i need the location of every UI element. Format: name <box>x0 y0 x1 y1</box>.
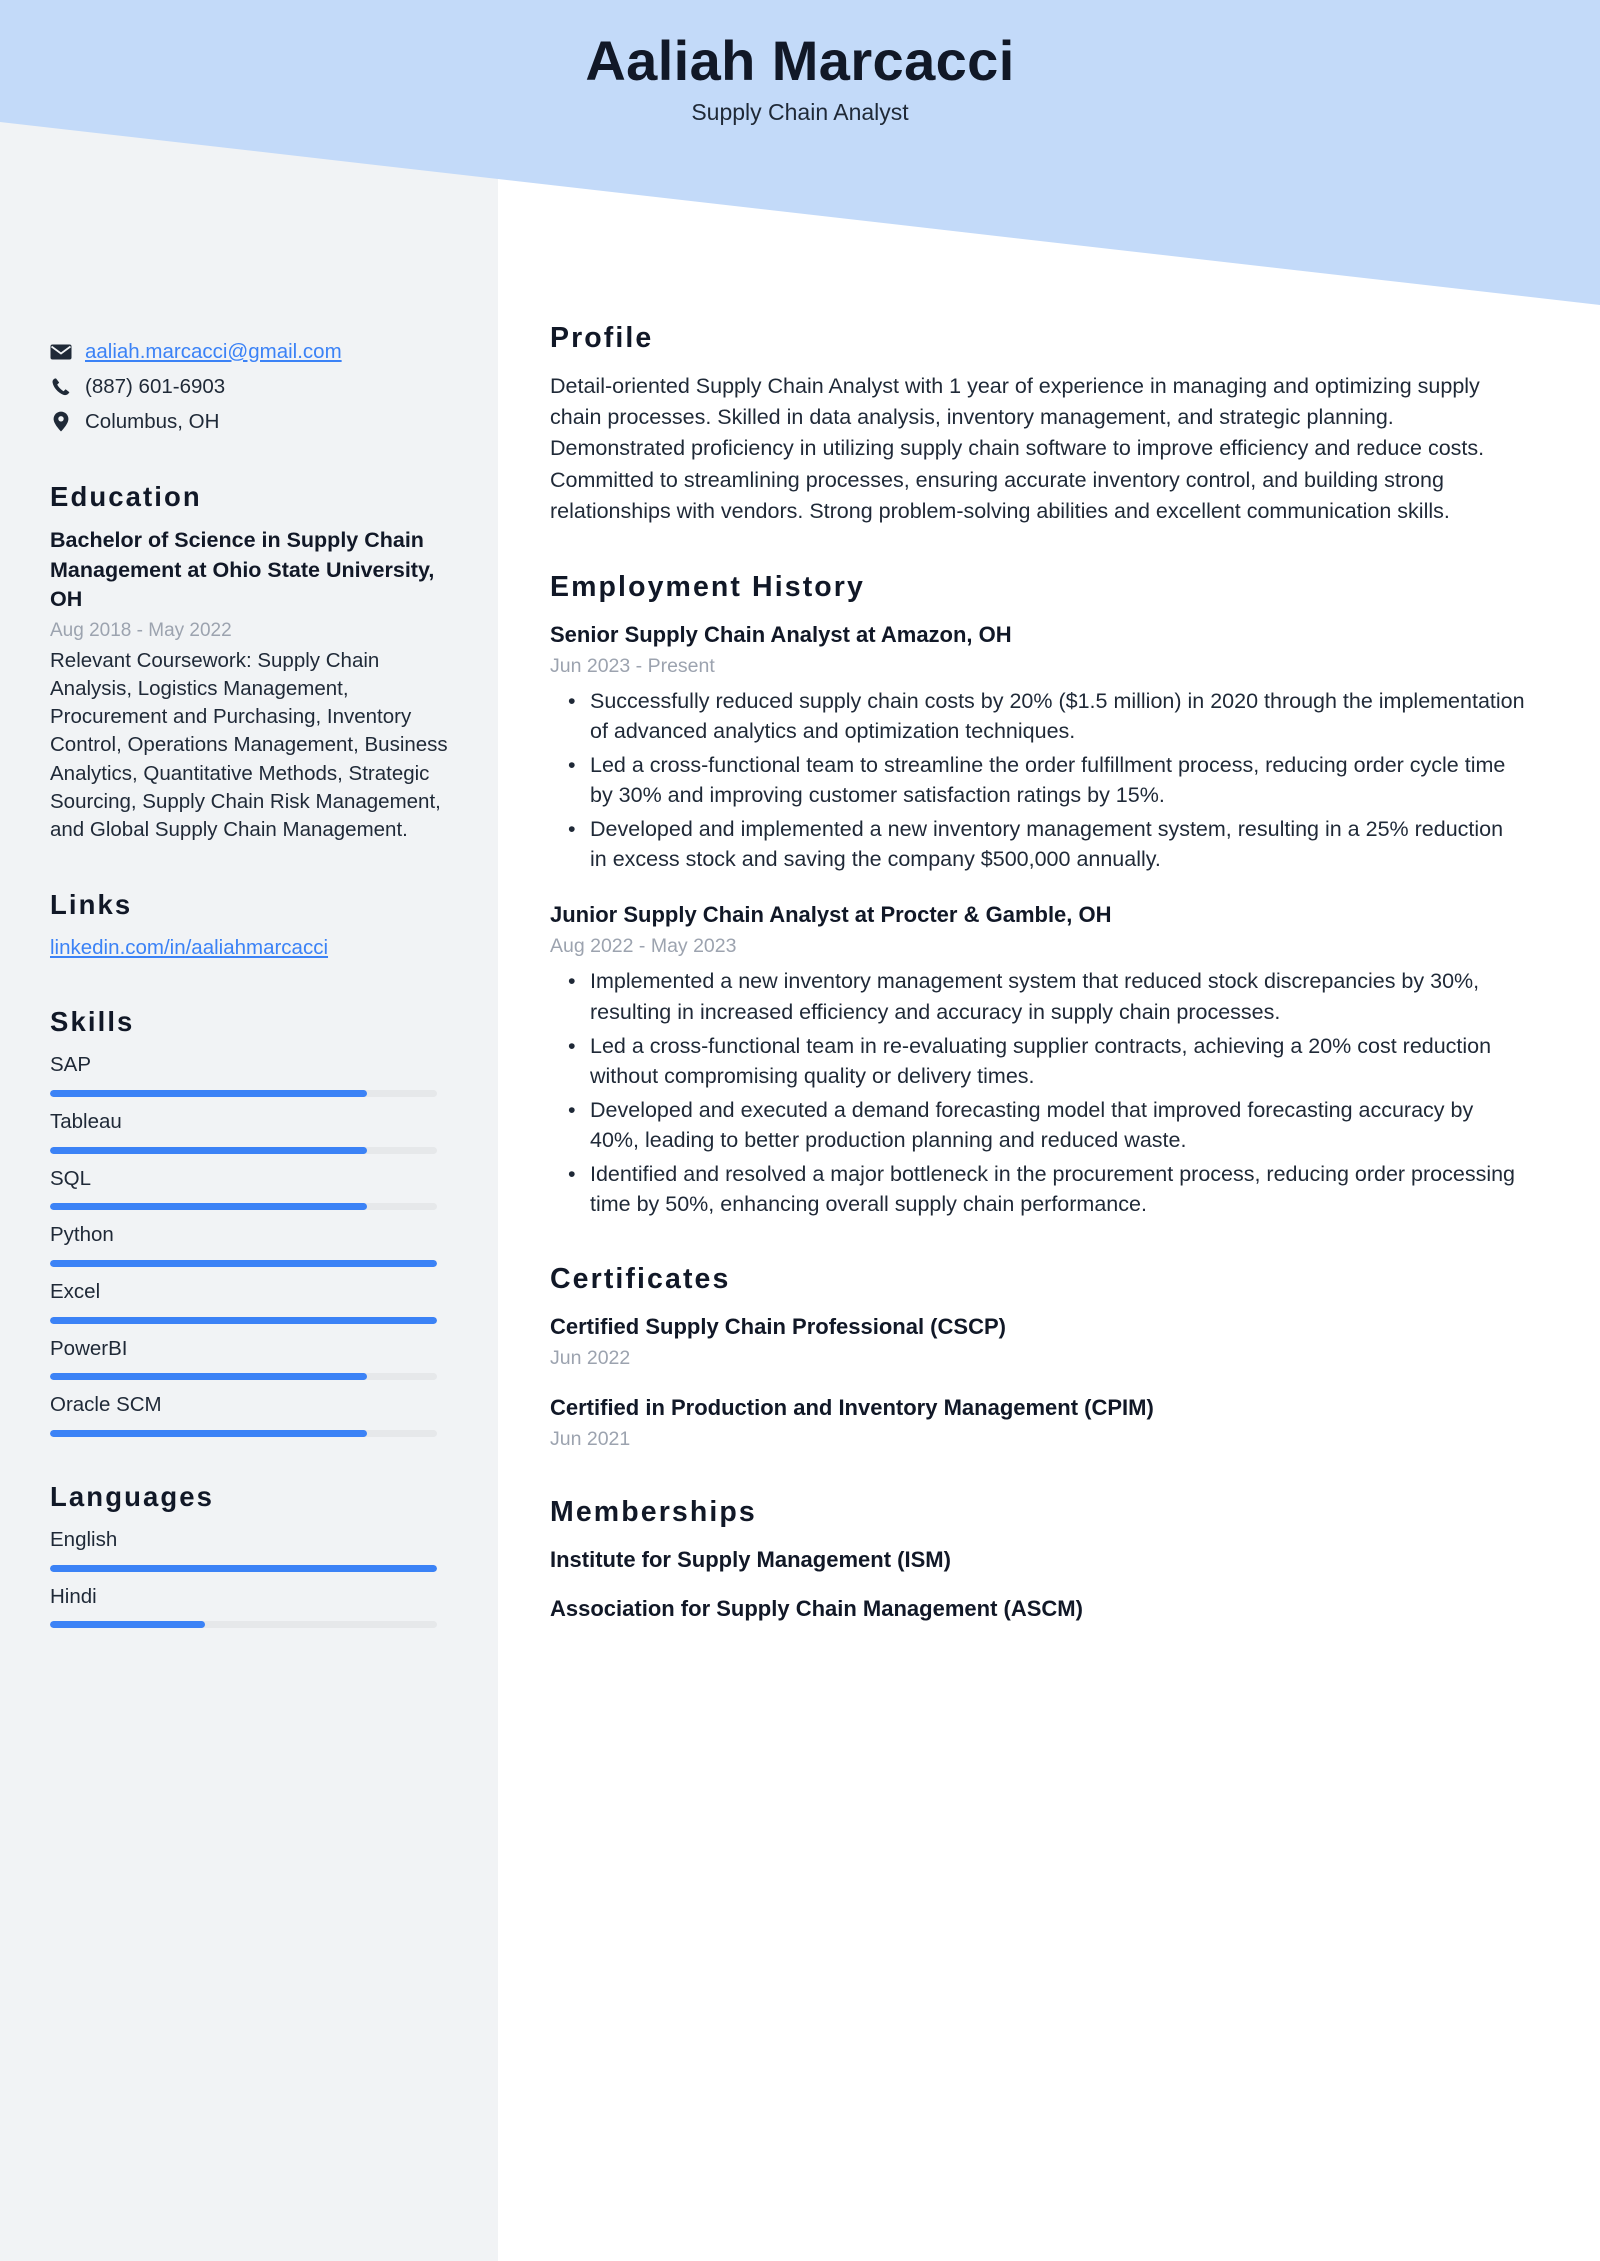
phone-text: (887) 601-6903 <box>85 374 226 398</box>
skill-bar-fill <box>50 1430 367 1437</box>
certificates-list <box>550 1312 1525 1452</box>
job-entry <box>550 620 1525 875</box>
language-item <box>50 1526 450 1572</box>
skill-bar-track <box>50 1373 437 1380</box>
skill-bar-track <box>50 1260 437 1267</box>
main-content <box>550 322 1525 1668</box>
memberships-heading: Memberships <box>550 1496 757 1529</box>
skill-bar-fill <box>50 1203 367 1210</box>
membership-item: Association for Supply Chain Management (ASCM) <box>550 1595 1083 1621</box>
employment-section <box>550 571 1525 1219</box>
profile-section <box>550 322 1525 527</box>
job-bullets <box>550 686 1525 875</box>
location-text: Columbus, OH <box>85 409 220 433</box>
job-bullets <box>550 966 1525 1219</box>
links-section <box>50 889 450 963</box>
skill-item <box>50 1335 450 1381</box>
certificate-title: Certified in Production and Inventory Management (CPIM) <box>550 1395 1154 1421</box>
skill-item <box>50 1221 450 1267</box>
job-entry <box>550 900 1525 1219</box>
skill-label: Tableau <box>50 1109 122 1133</box>
skill-bar-fill <box>50 1147 367 1154</box>
skill-label: SAP <box>50 1053 92 1077</box>
profile-heading: Profile <box>550 322 654 354</box>
job-date: Jun 2023 - Present <box>550 654 715 677</box>
language-bar-track <box>50 1621 437 1628</box>
contact-item-location <box>50 406 450 437</box>
location-pin-icon <box>50 411 72 432</box>
languages-list <box>50 1526 450 1628</box>
envelope-icon <box>50 344 72 360</box>
skill-item <box>50 1391 450 1437</box>
skill-label: SQL <box>50 1166 92 1190</box>
skill-item <box>50 1278 450 1324</box>
skill-label: Oracle SCM <box>50 1393 162 1417</box>
memberships-section <box>550 1496 1525 1623</box>
skill-item <box>50 1051 450 1097</box>
education-date: Aug 2018 - May 2022 <box>50 619 232 641</box>
job-bullet: • Developed and executed a demand forecasting model that improved forecasting accuracy by 40%, leading to better production planning and reduced waste. <box>588 1095 1525 1155</box>
skill-item <box>50 1108 450 1154</box>
certificate-date: Jun 2021 <box>550 1427 631 1450</box>
sidebar <box>50 336 450 1639</box>
education-section <box>50 481 450 845</box>
skill-label: Python <box>50 1223 114 1247</box>
employment-heading: Employment History <box>550 570 865 603</box>
language-bar-track <box>50 1565 437 1572</box>
skill-bar-track <box>50 1090 437 1097</box>
skill-bar-fill <box>50 1317 437 1324</box>
skills-heading: Skills <box>50 1006 135 1038</box>
language-item <box>50 1583 450 1629</box>
skill-item <box>50 1165 450 1211</box>
language-label: English <box>50 1528 118 1552</box>
job-bullet: • Identified and resolved a major bottleneck in the procurement process, reducing order processing time by 50%, enhancing overall supply chain performance. <box>588 1159 1525 1219</box>
job-bullet: • Led a cross-functional team in re-evaluating supplier contracts, achieving a 20% cost reduction without compromising quality or delivery times. <box>588 1031 1525 1091</box>
phone-icon <box>50 377 72 397</box>
certificate-entry <box>550 1312 1525 1371</box>
skills-list <box>50 1051 450 1437</box>
profile-text: Detail-oriented Supply Chain Analyst with 1 year of experience in managing and optimizing supply chain processes. Skilled in data analysis, inventory management, and strategic planning. Demonstrated proficiency in utilizing supply chain software to improve efficiency and reduce costs. Committed to streamlining processes, ensuring accurate inventory control, and building strong relationships with vendors. Strong problem-solving abilities and excellent communication skills. <box>550 374 1485 523</box>
resume-header <box>0 30 1600 126</box>
skill-bar-track <box>50 1317 437 1324</box>
languages-heading: Languages <box>50 1481 215 1513</box>
jobs-list <box>550 620 1525 1219</box>
contact-list <box>50 336 450 437</box>
skill-bar-track <box>50 1430 437 1437</box>
memberships-list <box>550 1545 1525 1623</box>
language-bar-fill <box>50 1565 437 1572</box>
job-title: Junior Supply Chain Analyst at Procter & Gamble, OH <box>550 902 1112 928</box>
certificates-section <box>550 1263 1525 1452</box>
job-bullet: • Led a cross-functional team to streamline the order fulfillment process, reducing order cycle time by 30% and improving customer satisfaction ratings by 15%. <box>588 750 1525 810</box>
certificate-date: Jun 2022 <box>550 1346 631 1369</box>
languages-section <box>50 1481 450 1628</box>
skill-bar-fill <box>50 1260 437 1267</box>
contact-item-email <box>50 336 450 367</box>
certificates-heading: Certificates <box>550 1263 731 1296</box>
job-bullet: • Implemented a new inventory management system that reduced stock discrepancies by 30%, resulting in increased efficiency and accuracy in supply chain processes. <box>588 966 1525 1026</box>
skill-label: PowerBI <box>50 1336 128 1360</box>
certificate-title: Certified Supply Chain Professional (CSCP) <box>550 1314 1006 1340</box>
skill-bar-fill <box>50 1373 367 1380</box>
skill-bar-track <box>50 1203 437 1210</box>
links-heading: Links <box>50 888 133 920</box>
skill-bar-track <box>50 1147 437 1154</box>
job-title: Senior Supply Chain Analyst at Amazon, OH <box>550 621 1012 647</box>
language-label: Hindi <box>50 1584 97 1608</box>
candidate-job-title: Supply Chain Analyst <box>691 98 909 125</box>
job-date: Aug 2022 - May 2023 <box>550 935 737 958</box>
job-bullet: • Developed and implemented a new inventory management system, resulting in a 25% reduction in excess stock and saving the company $500,000 annually. <box>588 814 1525 874</box>
education-degree: Bachelor of Science in Supply Chain Management at Ohio State University, OH <box>50 528 435 612</box>
candidate-name: Aaliah Marcacci <box>585 29 1015 92</box>
language-bar-fill <box>50 1621 205 1628</box>
education-description: Relevant Coursework: Supply Chain Analysis, Logistics Management, Procurement and Purchasing, Inventory Control, Operations Management, Business Analytics, Quantitative Methods, Strategic Sourcing, Supply Chain Risk Management, and Global Supply Chain Management. <box>50 648 448 842</box>
skills-section <box>50 1006 450 1437</box>
education-heading: Education <box>50 481 202 512</box>
certificate-entry <box>550 1393 1525 1452</box>
link-item-linkedin[interactable]: linkedin.com/in/aaliahmarcacci <box>50 935 329 959</box>
email-link[interactable]: aaliah.marcacci@gmail.com <box>85 339 342 363</box>
job-bullet: • Successfully reduced supply chain costs by 20% ($1.5 million) in 2020 through the implementation of advanced analytics and optimization techniques. <box>588 686 1525 746</box>
contact-item-phone <box>50 371 450 402</box>
membership-item: Institute for Supply Management (ISM) <box>550 1547 951 1573</box>
skill-bar-fill <box>50 1090 367 1097</box>
skill-label: Excel <box>50 1280 101 1304</box>
